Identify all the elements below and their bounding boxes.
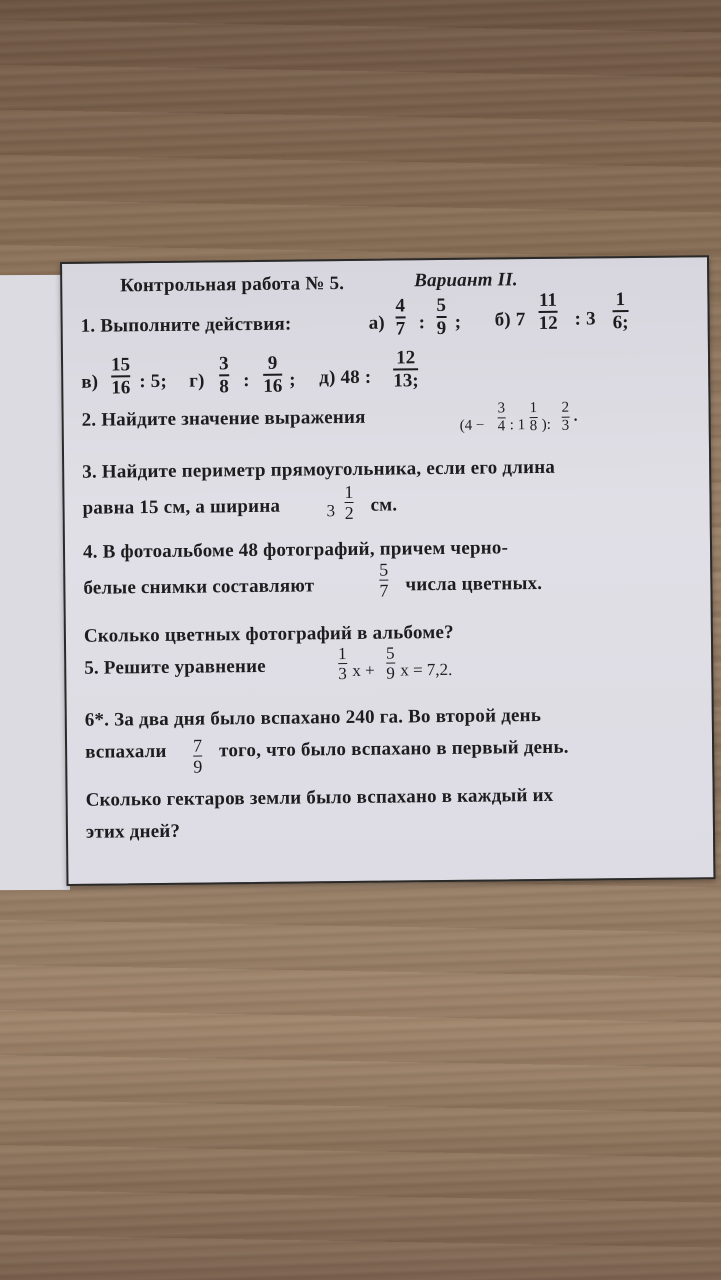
task1-label: 1. Выполните действия: [80, 313, 292, 337]
task1-e-fraction: 12 13; [393, 347, 419, 392]
task4-line2: белые снимки составляют [83, 575, 315, 599]
task1-c-rest: : 5; [139, 370, 168, 393]
task1-b-fraction1: 11 12 [538, 289, 558, 334]
task1-d-op: : [243, 370, 250, 392]
task1-a-end: ; [454, 311, 462, 333]
task2-end: . [573, 408, 578, 425]
task4-line2-end: числа цветных. [405, 572, 543, 596]
task4-line3: Сколько цветных фотографий в альбоме? [83, 621, 454, 647]
task1-b-fraction2: 1 6; [612, 289, 629, 334]
task2-open: (4 − [459, 417, 485, 434]
task6-fraction: 7 9 [192, 735, 203, 777]
page-title: Контрольная работа № 5. [120, 273, 345, 297]
task1-c-fraction: 15 16 [110, 354, 131, 399]
task4-fraction: 5 7 [379, 559, 389, 601]
task1-a-op: : [418, 312, 426, 334]
task2-fraction2: 1 8 [529, 400, 538, 435]
task6-line2-end: того, что было вспахано в первый день. [219, 736, 569, 762]
task1-a-fraction1: 4 7 [395, 295, 406, 340]
task6-line1: 6*. За два дня было вспахано 240 га. Во второй день [84, 704, 542, 731]
task5-fraction1: 1 3 [338, 644, 347, 684]
task2-mid: : 1 [509, 417, 526, 434]
task2-fraction3: 2 3 [561, 399, 570, 434]
task5-fraction2: 5 9 [386, 643, 395, 683]
task5-mid: x + [352, 660, 375, 680]
task1-d-label: г) [189, 370, 205, 392]
task1-d-fraction1: 3 8 [218, 353, 229, 398]
task2-label: 2. Найдите значение выражения [81, 406, 366, 431]
task6-line3: Сколько гектаров земли было вспахано в каждый их [85, 784, 554, 811]
task1-d-fraction2: 9 16 [263, 352, 283, 397]
variant-label: Вариант II. [414, 269, 518, 292]
task1-a-label: а) [368, 312, 386, 334]
task1-a-fraction2: 5 9 [436, 294, 447, 340]
task5-label: 5. Решите уравнение [84, 655, 266, 679]
task3-unit: см. [370, 494, 398, 516]
task4-line1: 4. В фотоальбоме 48 фотографий, причем черно- [82, 537, 509, 563]
task1-e-label: д) 48 : [319, 366, 372, 389]
task3-line1: 3. Найдите периметр прямоугольника, если его длина [82, 456, 556, 483]
task2-close: ): [541, 416, 551, 433]
task6-line4: этих дней? [85, 820, 181, 843]
task6-line2-start: вспахали [85, 740, 167, 763]
task1-d-end: ; [289, 369, 296, 391]
paper-sheet-behind [0, 275, 70, 890]
task1-c-label: в) [81, 371, 99, 393]
task2-fraction1: 3 4 [497, 400, 506, 435]
task3-fraction: 1 2 [344, 481, 354, 524]
task3-whole: 3 [326, 501, 336, 521]
task5-end: x = 7,2. [400, 659, 453, 680]
task1-b-op: : 3 [574, 308, 596, 330]
task3-line2: равна 15 см, а ширина [82, 495, 281, 519]
task1-b-label: б) 7 [494, 309, 526, 331]
test-card [60, 255, 715, 886]
